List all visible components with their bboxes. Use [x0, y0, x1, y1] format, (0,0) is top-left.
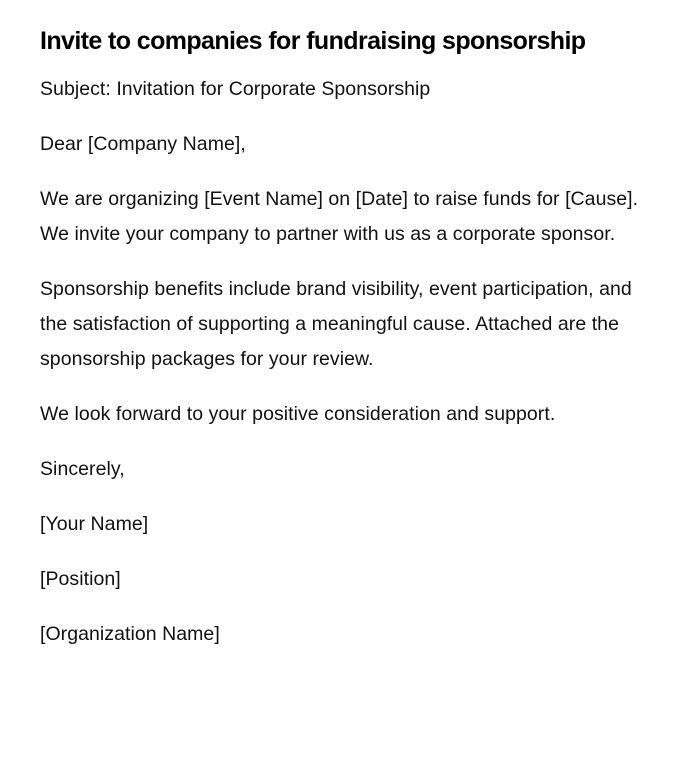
signature-position: [Position]	[40, 568, 121, 590]
body-paragraph-benefits: Sponsorship benefits include brand visibility, event participation, and the satisfaction of supporting a meaningful cause. Attached are the sponsorship packages for your review.	[40, 278, 632, 370]
signature-name: [Your Name]	[40, 513, 149, 535]
body-paragraph-intro: We are organizing [Event Name] on [Date] to raise funds for [Cause]. We invite your company to partner with us as a corporate sponsor.	[40, 188, 639, 245]
closing-line: Sincerely,	[40, 458, 125, 480]
signature-organization: [Organization Name]	[40, 623, 220, 645]
body-paragraph-closing: We look forward to your positive consideration and support.	[40, 403, 556, 425]
subject-line: Subject: Invitation for Corporate Sponsorship	[40, 78, 431, 100]
salutation: Dear [Company Name],	[40, 133, 246, 155]
document-title: Invite to companies for fundraising sponsorship	[40, 27, 586, 55]
